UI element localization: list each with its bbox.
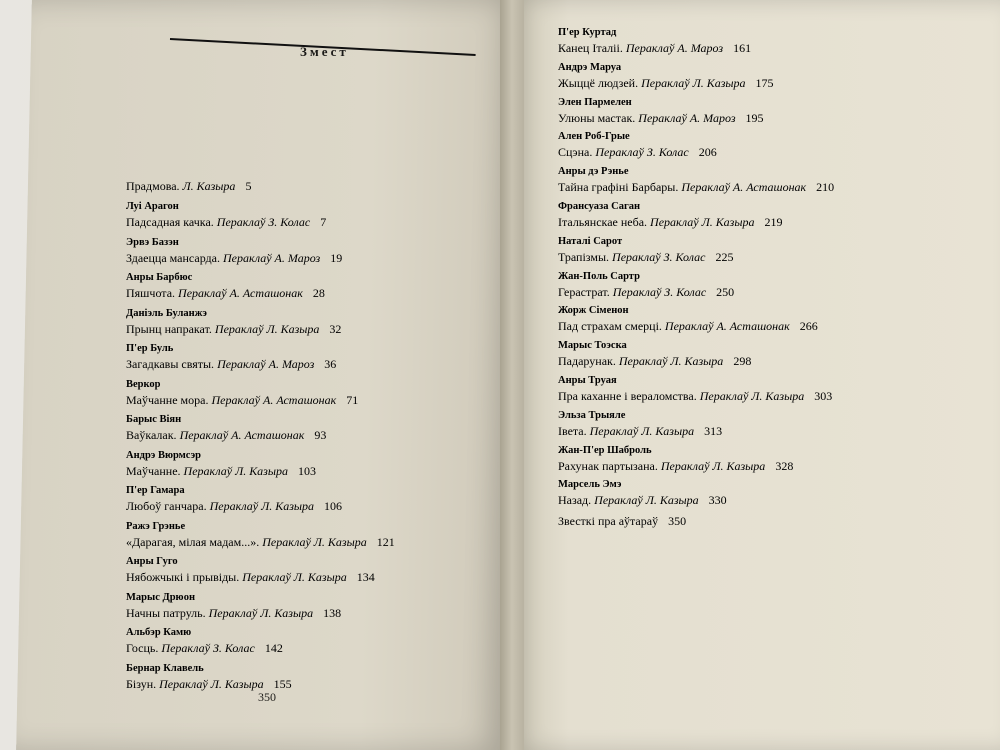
toc-entry <box>558 270 978 305</box>
entry-translator: Пераклаў Л. Казыра <box>660 458 766 473</box>
entry-line <box>126 214 486 231</box>
entry-title: Падсадная качка. <box>126 215 214 229</box>
entry-author: Анры Барбюс <box>126 272 193 283</box>
entry-title: Пяшчота. <box>126 286 176 300</box>
entry-title: Назад. <box>558 493 592 508</box>
entry-title: Улюны мастак. <box>558 110 636 125</box>
entry-line <box>558 353 978 370</box>
entry-translator: Пераклаў А. Мароз <box>217 357 315 371</box>
entry-translator: Пераклаў З. Колас <box>161 641 255 655</box>
entry-line <box>558 214 978 231</box>
entry-page-number: 5 <box>245 179 252 193</box>
toc-entry <box>558 444 978 479</box>
entry-author: Жан-П'ер Шаброль <box>558 444 652 456</box>
entry-page-number: 250 <box>716 284 735 299</box>
entry-page-number: 330 <box>708 493 727 508</box>
entry-line <box>558 513 978 530</box>
toc-entry <box>558 304 978 339</box>
entry-page-number: 219 <box>764 214 783 229</box>
entry-author: П'ер Куртад <box>558 27 617 38</box>
entry-author: П'ер Буль <box>126 343 174 354</box>
entry-title: Здаецца мансарда. <box>126 250 220 265</box>
entry-line <box>126 321 486 338</box>
entry-title: Маўчанне мора. <box>126 392 209 407</box>
entry-author: Ражэ Грэнье <box>126 520 186 532</box>
entry-author: Альбэр Камю <box>126 627 192 638</box>
entry-author: Анры дэ Рэнье <box>558 166 629 178</box>
toc-entry <box>126 236 486 272</box>
entry-author: Анры Труая <box>558 374 617 386</box>
entry-translator: Пераклаў З. Колас <box>595 145 689 160</box>
entry-title: Пра каханне і вераломства. <box>558 388 697 403</box>
entry-page-number: 225 <box>715 249 734 264</box>
book-gutter <box>500 0 524 750</box>
entry-translator: Пераклаў А. Мароз <box>638 110 736 125</box>
entry-title: Герастрат. <box>558 284 610 299</box>
toc-entry <box>126 484 486 520</box>
entry-line <box>126 178 486 195</box>
entry-line <box>558 318 978 335</box>
entry-line <box>126 569 486 586</box>
entry-page-number: 93 <box>314 428 327 442</box>
entry-page-number: 71 <box>346 392 359 407</box>
toc-entry <box>126 378 486 414</box>
entry-title: Сцэна. <box>558 145 593 160</box>
entry-translator: Пераклаў Л. Казыра <box>641 75 746 90</box>
entry-translator: Пераклаў Л. Казыра <box>214 321 320 336</box>
entry-title: Пад страхам смерці. <box>558 319 662 334</box>
entry-line <box>558 110 978 127</box>
toc-entry <box>126 449 486 485</box>
entry-translator: Пераклаў Л. Казыра <box>262 534 367 549</box>
entry-author: Эльза Трыяле <box>558 409 626 421</box>
entry-author: Веркор <box>126 378 161 390</box>
entry-page-number: 350 <box>668 514 687 529</box>
entry-translator: Пераклаў Л. Казыра <box>650 214 755 229</box>
entry-page-number: 121 <box>376 534 395 549</box>
entry-page-number: 19 <box>330 250 343 265</box>
entry-translator: Пераклаў А. Мароз <box>625 41 724 55</box>
entry-page-number: 28 <box>312 286 325 300</box>
entry-translator: Пераклаў Л. Казыра <box>242 570 347 584</box>
entry-title: Падарунак. <box>558 354 616 369</box>
entry-translator: Пераклаў Л. Казыра <box>589 423 695 438</box>
entry-translator: Пераклаў Л. Казыра <box>208 605 314 620</box>
entry-title: «Дарагая, мілая мадам...». <box>126 534 260 549</box>
entry-author: Жан-Поль Сартр <box>558 270 640 282</box>
entry-title: Тайна графіні Барбары. <box>558 180 679 195</box>
toc-entry <box>126 520 486 556</box>
toc-entry <box>126 342 486 378</box>
contents-title: Змест <box>300 44 349 59</box>
entry-translator: Пераклаў А. Асташонак <box>211 392 337 407</box>
entry-author: Наталі Сарот <box>558 235 623 247</box>
entry-line <box>126 427 486 444</box>
entry-translator: Пераклаў Л. Казыра <box>209 499 315 513</box>
entry-title: Прадмова. <box>126 179 180 193</box>
entry-author: Анры Гуго <box>126 556 178 567</box>
entry-page-number: 142 <box>264 641 283 655</box>
toc-entry <box>558 130 978 165</box>
toc-entry <box>126 178 486 200</box>
entry-title: Бізун. <box>126 676 157 691</box>
toc-entry <box>126 662 486 698</box>
toc-entry <box>126 307 486 343</box>
entry-title: Трапізмы. <box>558 249 610 264</box>
entry-title: Маўчанне. <box>126 463 181 478</box>
entry-page-number: 138 <box>323 605 342 620</box>
toc-entry <box>126 591 486 627</box>
entry-title: Нябожчыкі і прывіды. <box>126 570 240 584</box>
entry-title: Італьянскае неба. <box>558 214 648 229</box>
entry-line <box>126 498 486 515</box>
entry-page-number: 206 <box>698 145 717 160</box>
entry-page-number: 195 <box>745 110 764 125</box>
entry-author: Франсуаза Саган <box>558 200 641 212</box>
entry-page-number: 106 <box>324 499 343 513</box>
entry-author: Эрвэ Базэн <box>126 236 179 248</box>
entry-translator: Пераклаў Л. Казыра <box>618 354 724 369</box>
entry-line <box>558 458 978 475</box>
entry-page-number: 313 <box>704 423 723 438</box>
entry-translator: Пераклаў А. Асташонак <box>179 428 305 442</box>
entry-page-number: 155 <box>273 676 292 691</box>
entry-title: Канец Італіі. <box>558 41 623 55</box>
entry-author: Андрэ Вюрмсэр <box>126 449 201 461</box>
entry-line <box>126 534 486 551</box>
entry-author: Барыс Віян <box>126 414 182 425</box>
entry-line <box>558 144 978 161</box>
entry-page-number: 7 <box>320 215 327 229</box>
entry-translator: Пераклаў А. Мароз <box>222 250 321 265</box>
entry-title: Прынц напракат. <box>126 321 212 336</box>
entry-title: Звесткі пра аўтараў <box>558 514 659 529</box>
toc-entry <box>558 165 978 200</box>
entry-line <box>558 179 978 196</box>
entry-line <box>126 392 486 409</box>
entry-page-number: 175 <box>755 75 774 90</box>
entry-page-number: 298 <box>733 354 752 369</box>
entry-page-number: 32 <box>329 321 342 336</box>
entry-author: П'ер Гамара <box>126 485 185 496</box>
entry-page-number: 210 <box>816 180 835 195</box>
toc-entry <box>126 200 486 236</box>
entry-author: Элен Пармелен <box>558 96 632 108</box>
entry-title: Загадкавы святы. <box>126 357 215 371</box>
entry-title: Івета. <box>558 423 587 438</box>
toc-entry <box>558 409 978 444</box>
entry-translator: Пераклаў Л. Казыра <box>594 493 699 508</box>
left-contents-list <box>126 178 486 697</box>
entry-line <box>126 356 486 373</box>
entry-author: Ален Роб-Грые <box>558 131 630 143</box>
entry-translator: Пераклаў З. Колас <box>612 249 706 264</box>
entry-translator: Пераклаў З. Колас <box>612 284 707 299</box>
entry-page-number: 266 <box>799 319 818 334</box>
toc-entry <box>558 513 978 548</box>
entry-line <box>558 249 978 266</box>
entry-page-number: 134 <box>356 570 375 584</box>
toc-entry <box>558 26 978 61</box>
entry-line <box>126 250 486 267</box>
toc-entry <box>126 271 486 307</box>
toc-entry <box>558 61 978 96</box>
entry-page-number: 103 <box>298 463 316 478</box>
toc-entry <box>126 555 486 591</box>
toc-entry <box>558 478 978 513</box>
entry-author: Даніэль Буланжэ <box>126 307 207 319</box>
entry-title: Любоў ганчара. <box>126 499 207 513</box>
entry-page-number: 303 <box>814 388 833 403</box>
entry-page-number: 328 <box>775 458 794 473</box>
entry-page-number: 161 <box>733 41 752 55</box>
entry-line <box>126 605 486 622</box>
entry-line <box>126 463 486 480</box>
toc-entry <box>126 413 486 449</box>
entry-author: Марыс Тоэска <box>558 340 627 352</box>
entry-line <box>126 640 486 657</box>
right-contents-list <box>558 26 978 548</box>
entry-translator: Пераклаў З. Колас <box>216 215 311 229</box>
entry-translator: Пераклаў А. Асташонак <box>664 319 790 334</box>
page-number: 350 <box>258 690 276 704</box>
entry-translator: Пераклаў А. Асташонак <box>178 286 303 300</box>
entry-translator: Пераклаў Л. Казыра <box>183 463 288 478</box>
toc-entry <box>126 626 486 662</box>
entry-title: Начны патруль. <box>126 605 206 620</box>
entry-author: Бернар Клавель <box>126 662 204 674</box>
entry-line <box>558 284 978 301</box>
entry-line <box>558 40 978 57</box>
entry-line <box>558 423 978 440</box>
toc-entry <box>558 339 978 374</box>
entry-author: Марыс Дрюон <box>126 591 195 603</box>
entry-title: Госць. <box>126 641 159 655</box>
entry-author: Жорж Сіменон <box>558 305 629 317</box>
toc-entry <box>558 374 978 409</box>
entry-translator: Л. Казыра <box>182 179 236 193</box>
toc-entry <box>558 200 978 235</box>
entry-title: Жыццё людзей. <box>558 75 639 90</box>
entry-line <box>558 75 978 92</box>
entry-author: Марсель Эмэ <box>558 479 622 491</box>
entry-title: Ваўкалак. <box>126 428 177 442</box>
entry-translator: Пераклаў Л. Казыра <box>159 676 264 691</box>
toc-entry <box>558 96 978 131</box>
entry-line <box>558 388 978 405</box>
entry-line <box>126 676 486 693</box>
entry-page-number: 36 <box>324 357 337 371</box>
entry-title: Рахунак партызана. <box>558 458 658 473</box>
entry-line <box>558 492 978 509</box>
entry-author: Луі Арагон <box>126 201 179 212</box>
entry-translator: Пераклаў А. Асташонак <box>681 180 807 195</box>
entry-author: Андрэ Маруа <box>558 61 622 73</box>
toc-entry <box>558 235 978 270</box>
entry-translator: Пераклаў Л. Казыра <box>699 388 805 403</box>
entry-line <box>126 285 486 302</box>
